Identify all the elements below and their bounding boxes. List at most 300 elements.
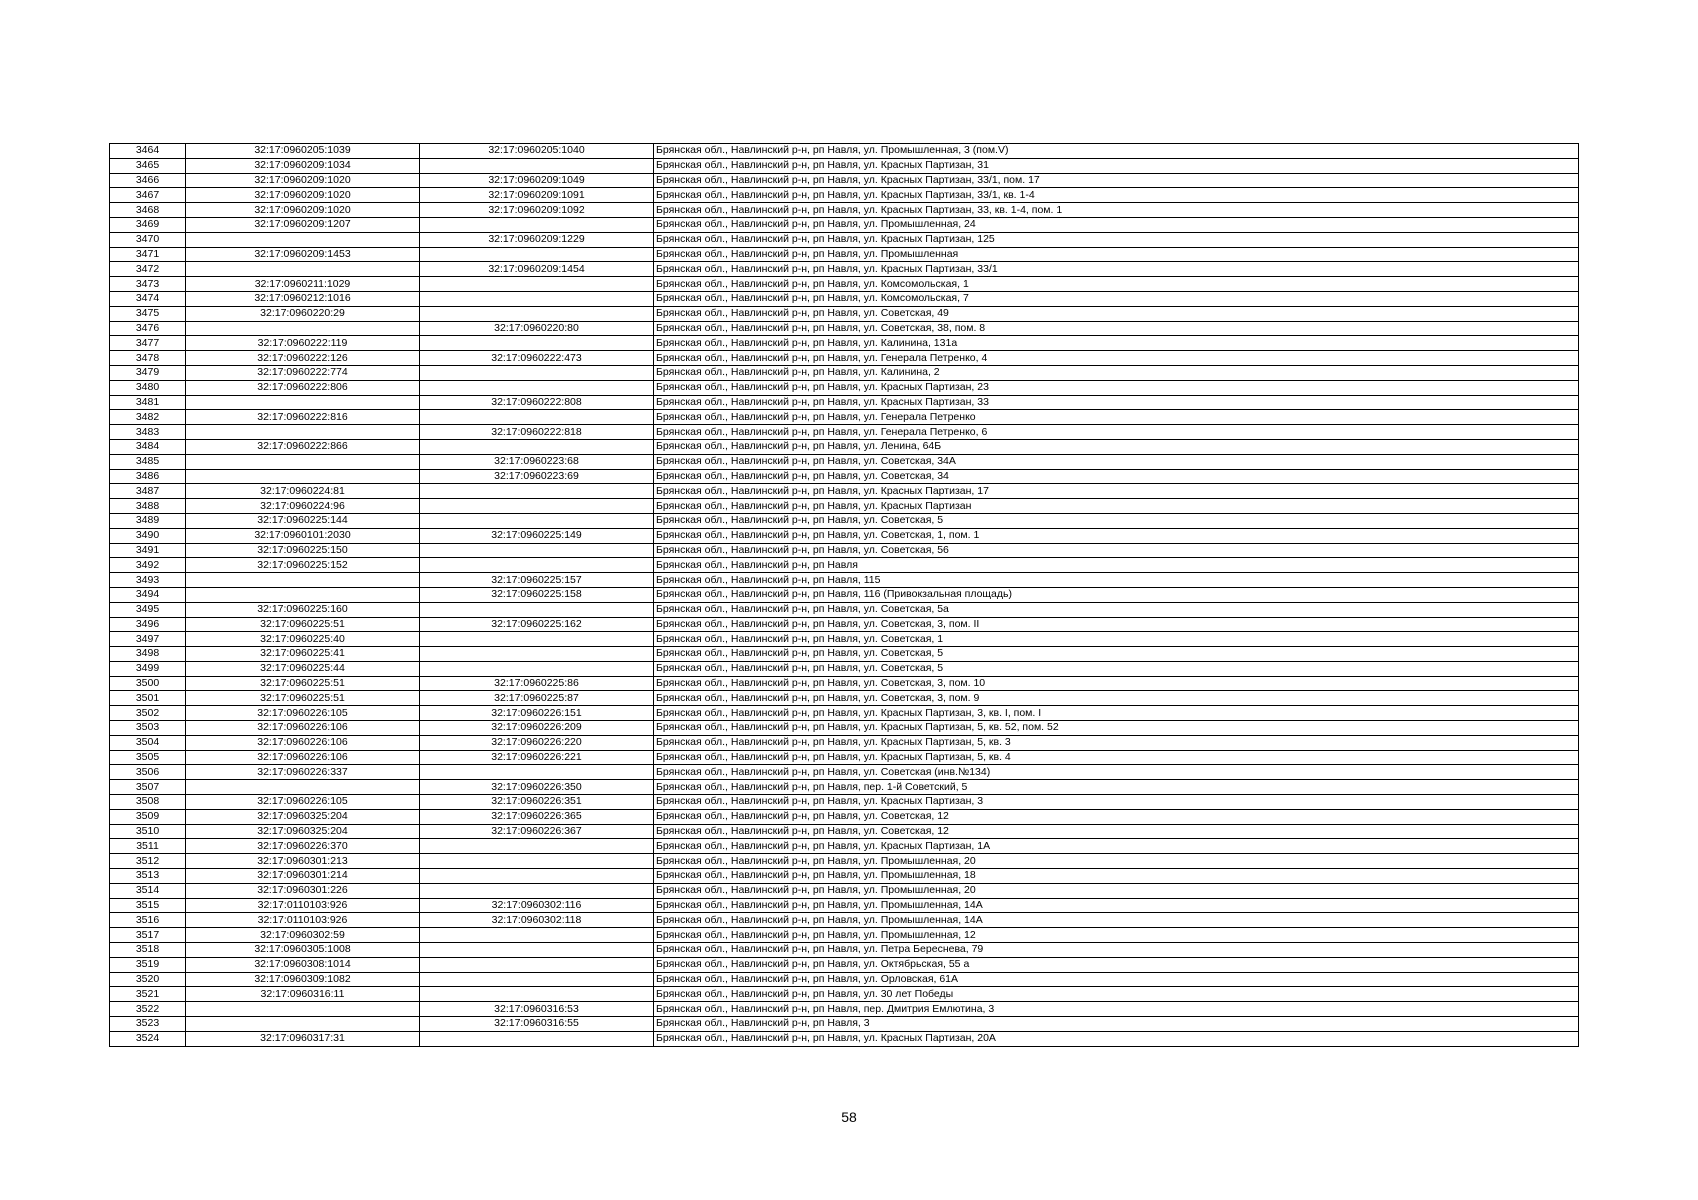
cadastral-number-cell: 32:17:0960209:1034	[186, 158, 420, 173]
related-cadastral-number-cell: 32:17:0960316:53	[420, 1002, 654, 1017]
table-row	[110, 691, 1579, 706]
cadastral-number-cell: 32:17:0960225:51	[186, 617, 420, 632]
address-cell: Брянская обл., Навлинский р-н, рп Навля, ул. 30 лет Победы	[654, 987, 1579, 1002]
cadastral-number-cell: 32:17:0960225:144	[186, 513, 420, 528]
address-cell: Брянская обл., Навлинский р-н, рп Навля, ул. Красных Партизан, 20А	[654, 1031, 1579, 1046]
row-number-cell: 3501	[110, 691, 186, 706]
address-cell: Брянская обл., Навлинский р-н, рп Навля, 3	[654, 1017, 1579, 1032]
row-number-cell: 3490	[110, 528, 186, 543]
cadastral-number-cell: 32:17:0960222:774	[186, 365, 420, 380]
table-row	[110, 173, 1579, 188]
table-row	[110, 913, 1579, 928]
related-cadastral-number-cell	[420, 765, 654, 780]
address-cell: Брянская обл., Навлинский р-н, рп Навля, ул. Октябрьская, 55 а	[654, 957, 1579, 972]
table-row	[110, 661, 1579, 676]
table-row	[110, 291, 1579, 306]
related-cadastral-number-cell	[420, 558, 654, 573]
cadastral-number-cell: 32:17:0960222:816	[186, 410, 420, 425]
table-row	[110, 543, 1579, 558]
related-cadastral-number-cell: 32:17:0960223:69	[420, 469, 654, 484]
cadastral-number-cell: 32:17:0960308:1014	[186, 957, 420, 972]
cadastral-number-cell: 32:17:0960316:11	[186, 987, 420, 1002]
related-cadastral-number-cell	[420, 336, 654, 351]
related-cadastral-number-cell: 32:17:0960302:118	[420, 913, 654, 928]
related-cadastral-number-cell: 32:17:0960225:158	[420, 587, 654, 602]
table-row	[110, 735, 1579, 750]
table-row	[110, 602, 1579, 617]
related-cadastral-number-cell: 32:17:0960226:367	[420, 824, 654, 839]
table-row	[110, 203, 1579, 218]
related-cadastral-number-cell: 32:17:0960226:365	[420, 809, 654, 824]
table-row	[110, 395, 1579, 410]
cadastral-number-cell: 32:17:0960226:105	[186, 706, 420, 721]
related-cadastral-number-cell: 32:17:0960226:351	[420, 795, 654, 810]
address-cell: Брянская обл., Навлинский р-н, рп Навля, ул. Советская, 1	[654, 632, 1579, 647]
related-cadastral-number-cell	[420, 869, 654, 884]
row-number-cell: 3492	[110, 558, 186, 573]
address-cell: Брянская обл., Навлинский р-н, рп Навля, ул. Генерала Петренко	[654, 410, 1579, 425]
address-cell: Брянская обл., Навлинский р-н, рп Навля, ул. Комсомольская, 1	[654, 277, 1579, 292]
cadastral-number-cell: 32:17:0960317:31	[186, 1031, 420, 1046]
related-cadastral-number-cell	[420, 632, 654, 647]
related-cadastral-number-cell: 32:17:0960225:162	[420, 617, 654, 632]
row-number-cell: 3495	[110, 602, 186, 617]
table-row	[110, 158, 1579, 173]
address-cell: Брянская обл., Навлинский р-н, рп Навля, ул. Промышленная, 14А	[654, 898, 1579, 913]
row-number-cell: 3466	[110, 173, 186, 188]
cadastral-number-cell: 32:17:0960211:1029	[186, 277, 420, 292]
row-number-cell: 3484	[110, 439, 186, 454]
address-cell: Брянская обл., Навлинский р-н, рп Навля, ул. Красных Партизан, 5, кв. 3	[654, 735, 1579, 750]
table-row	[110, 721, 1579, 736]
table-row	[110, 217, 1579, 232]
cadastral-number-cell: 32:17:0960225:152	[186, 558, 420, 573]
address-cell: Брянская обл., Навлинский р-н, рп Навля, ул. Советская, 5	[654, 513, 1579, 528]
table-row	[110, 928, 1579, 943]
address-cell: Брянская обл., Навлинский р-н, рп Навля, ул. Промышленная, 14А	[654, 913, 1579, 928]
row-number-cell: 3487	[110, 484, 186, 499]
cadastral-number-cell: 32:17:0960226:105	[186, 795, 420, 810]
row-number-cell: 3465	[110, 158, 186, 173]
row-number-cell: 3508	[110, 795, 186, 810]
address-cell: Брянская обл., Навлинский р-н, рп Навля, ул. Советская (инв.№134)	[654, 765, 1579, 780]
cadastral-number-cell: 32:17:0960222:866	[186, 439, 420, 454]
table-row	[110, 144, 1579, 159]
address-cell: Брянская обл., Навлинский р-н, рп Навля, ул. Советская, 12	[654, 824, 1579, 839]
related-cadastral-number-cell: 32:17:0960225:87	[420, 691, 654, 706]
row-number-cell: 3470	[110, 232, 186, 247]
cadastral-number-cell: 32:17:0960225:160	[186, 602, 420, 617]
table-row	[110, 558, 1579, 573]
row-number-cell: 3517	[110, 928, 186, 943]
cadastral-number-cell: 32:17:0960302:59	[186, 928, 420, 943]
address-cell: Брянская обл., Навлинский р-н, рп Навля, ул. Генерала Петренко, 6	[654, 425, 1579, 440]
table-row	[110, 232, 1579, 247]
related-cadastral-number-cell: 32:17:0960225:149	[420, 528, 654, 543]
cadastral-number-cell: 32:17:0960209:1020	[186, 203, 420, 218]
related-cadastral-number-cell	[420, 883, 654, 898]
table-row	[110, 647, 1579, 662]
row-number-cell: 3520	[110, 972, 186, 987]
row-number-cell: 3480	[110, 380, 186, 395]
related-cadastral-number-cell	[420, 380, 654, 395]
related-cadastral-number-cell	[420, 928, 654, 943]
address-cell: Брянская обл., Навлинский р-н, рп Навля, ул. Красных Партизан, 33	[654, 395, 1579, 410]
cadastral-number-cell: 32:17:0960309:1082	[186, 972, 420, 987]
related-cadastral-number-cell: 32:17:0960223:68	[420, 454, 654, 469]
address-cell: Брянская обл., Навлинский р-н, рп Навля, ул. Генерала Петренко, 4	[654, 351, 1579, 366]
cadastral-number-cell	[186, 780, 420, 795]
address-cell: Брянская обл., Навлинский р-н, рп Навля, ул. Красных Партизан, 31	[654, 158, 1579, 173]
table-row	[110, 676, 1579, 691]
table-row	[110, 617, 1579, 632]
table-row	[110, 277, 1579, 292]
cadastral-number-cell: 32:17:0960209:1453	[186, 247, 420, 262]
address-cell: Брянская обл., Навлинский р-н, рп Навля, ул. Красных Партизан, 33/1, кв. 1-4	[654, 188, 1579, 203]
row-number-cell: 3518	[110, 943, 186, 958]
row-number-cell: 3498	[110, 647, 186, 662]
table-row	[110, 499, 1579, 514]
cadastral-number-cell: 32:17:0960225:44	[186, 661, 420, 676]
table-row	[110, 188, 1579, 203]
row-number-cell: 3507	[110, 780, 186, 795]
cadastral-number-cell: 32:17:0960225:41	[186, 647, 420, 662]
row-number-cell: 3473	[110, 277, 186, 292]
row-number-cell: 3468	[110, 203, 186, 218]
cadastral-number-cell: 32:17:0960226:106	[186, 750, 420, 765]
address-cell: Брянская обл., Навлинский р-н, рп Навля, ул. Красных Партизан	[654, 499, 1579, 514]
cadastral-number-cell: 32:17:0960225:150	[186, 543, 420, 558]
table-row	[110, 513, 1579, 528]
cadastral-number-cell: 32:17:0960226:106	[186, 721, 420, 736]
related-cadastral-number-cell: 32:17:0960220:80	[420, 321, 654, 336]
cadastral-number-cell: 32:17:0960301:214	[186, 869, 420, 884]
row-number-cell: 3471	[110, 247, 186, 262]
address-cell: Брянская обл., Навлинский р-н, рп Навля	[654, 558, 1579, 573]
related-cadastral-number-cell	[420, 513, 654, 528]
cadastral-number-cell: 32:17:0960226:370	[186, 839, 420, 854]
cadastral-number-cell: 32:17:0960225:51	[186, 691, 420, 706]
address-cell: Брянская обл., Навлинский р-н, рп Навля, ул. Советская, 3, пом. 9	[654, 691, 1579, 706]
cadastral-number-cell: 32:17:0960209:1207	[186, 217, 420, 232]
table-row	[110, 809, 1579, 824]
table-row	[110, 795, 1579, 810]
cadastral-number-cell: 32:17:0960225:51	[186, 676, 420, 691]
table-row	[110, 824, 1579, 839]
related-cadastral-number-cell: 32:17:0960222:808	[420, 395, 654, 410]
table-row	[110, 632, 1579, 647]
table-row	[110, 957, 1579, 972]
row-number-cell: 3494	[110, 587, 186, 602]
row-number-cell: 3521	[110, 987, 186, 1002]
row-number-cell: 3515	[110, 898, 186, 913]
table-row	[110, 765, 1579, 780]
address-cell: Брянская обл., Навлинский р-н, рп Навля, пер. 1-й Советский, 5	[654, 780, 1579, 795]
row-number-cell: 3481	[110, 395, 186, 410]
cadastral-number-cell: 32:17:0960225:40	[186, 632, 420, 647]
table-row	[110, 869, 1579, 884]
related-cadastral-number-cell	[420, 484, 654, 499]
table-row	[110, 1002, 1579, 1017]
table-row	[110, 943, 1579, 958]
table-row	[110, 750, 1579, 765]
cadastral-number-cell: 32:17:0960101:2030	[186, 528, 420, 543]
table-row	[110, 380, 1579, 395]
address-cell: Брянская обл., Навлинский р-н, рп Навля, ул. Промышленная, 3 (пом.V)	[654, 144, 1579, 159]
table-row	[110, 780, 1579, 795]
table-row	[110, 247, 1579, 262]
address-cell: Брянская обл., Навлинский р-н, рп Навля, ул. Промышленная, 20	[654, 854, 1579, 869]
address-cell: Брянская обл., Навлинский р-н, рп Навля, ул. Красных Партизан, 33/1, пом. 17	[654, 173, 1579, 188]
table-row	[110, 454, 1579, 469]
address-cell: Брянская обл., Навлинский р-н, рп Навля, ул. Красных Партизан, 5, кв. 52, пом. 52	[654, 721, 1579, 736]
row-number-cell: 3475	[110, 306, 186, 321]
address-cell: Брянская обл., Навлинский р-н, рп Навля, ул. Красных Партизан, 17	[654, 484, 1579, 499]
related-cadastral-number-cell	[420, 158, 654, 173]
related-cadastral-number-cell	[420, 543, 654, 558]
related-cadastral-number-cell	[420, 854, 654, 869]
cadastral-number-cell: 32:17:0960209:1020	[186, 173, 420, 188]
related-cadastral-number-cell: 32:17:0960225:157	[420, 573, 654, 588]
related-cadastral-number-cell	[420, 439, 654, 454]
cadastral-number-cell	[186, 469, 420, 484]
address-cell: Брянская обл., Навлинский р-н, рп Навля, ул. Промышленная, 20	[654, 883, 1579, 898]
row-number-cell: 3489	[110, 513, 186, 528]
related-cadastral-number-cell: 32:17:0960226:209	[420, 721, 654, 736]
cadastral-number-cell: 32:17:0960301:213	[186, 854, 420, 869]
related-cadastral-number-cell	[420, 839, 654, 854]
address-cell: Брянская обл., Навлинский р-н, рп Навля, ул. Красных Партизан, 33, кв. 1-4, пом. 1	[654, 203, 1579, 218]
related-cadastral-number-cell: 32:17:0960209:1092	[420, 203, 654, 218]
table-row	[110, 1031, 1579, 1046]
row-number-cell: 3500	[110, 676, 186, 691]
cadastral-number-cell	[186, 395, 420, 410]
table-row	[110, 706, 1579, 721]
row-number-cell: 3523	[110, 1017, 186, 1032]
table-row	[110, 839, 1579, 854]
cadastral-number-cell: 32:17:0960226:106	[186, 735, 420, 750]
related-cadastral-number-cell: 32:17:0960209:1229	[420, 232, 654, 247]
address-cell: Брянская обл., Навлинский р-н, рп Навля, ул. Советская, 49	[654, 306, 1579, 321]
related-cadastral-number-cell: 32:17:0960209:1049	[420, 173, 654, 188]
cadastral-number-cell: 32:17:0960209:1020	[186, 188, 420, 203]
address-cell: Брянская обл., Навлинский р-н, рп Навля, ул. Советская, 5	[654, 647, 1579, 662]
row-number-cell: 3486	[110, 469, 186, 484]
table-row	[110, 351, 1579, 366]
row-number-cell: 3477	[110, 336, 186, 351]
related-cadastral-number-cell	[420, 987, 654, 1002]
cadastral-number-cell	[186, 454, 420, 469]
row-number-cell: 3497	[110, 632, 186, 647]
address-cell: Брянская обл., Навлинский р-н, рп Навля, ул. Советская, 3, пом. 10	[654, 676, 1579, 691]
related-cadastral-number-cell	[420, 277, 654, 292]
cadastral-number-cell: 32:17:0110103:926	[186, 913, 420, 928]
table-row	[110, 439, 1579, 454]
table-row	[110, 528, 1579, 543]
address-cell: Брянская обл., Навлинский р-н, рп Навля, ул. Красных Партизан, 125	[654, 232, 1579, 247]
row-number-cell: 3482	[110, 410, 186, 425]
address-cell: Брянская обл., Навлинский р-н, рп Навля, ул. Советская, 1, пом. 1	[654, 528, 1579, 543]
address-cell: Брянская обл., Навлинский р-н, рп Навля, ул. Советская, 38, пом. 8	[654, 321, 1579, 336]
table-row	[110, 469, 1579, 484]
address-cell: Брянская обл., Навлинский р-н, рп Навля, ул. Советская, 56	[654, 543, 1579, 558]
related-cadastral-number-cell	[420, 1031, 654, 1046]
row-number-cell: 3510	[110, 824, 186, 839]
row-number-cell: 3493	[110, 573, 186, 588]
cadastral-number-cell: 32:17:0960325:204	[186, 809, 420, 824]
cadastral-number-cell: 32:17:0960212:1016	[186, 291, 420, 306]
row-number-cell: 3512	[110, 854, 186, 869]
related-cadastral-number-cell: 32:17:0960222:818	[420, 425, 654, 440]
row-number-cell: 3514	[110, 883, 186, 898]
table-row	[110, 484, 1579, 499]
property-table	[109, 143, 1579, 1047]
cadastral-number-cell: 32:17:0960226:337	[186, 765, 420, 780]
row-number-cell: 3504	[110, 735, 186, 750]
address-cell: Брянская обл., Навлинский р-н, рп Навля, ул. Советская, 34А	[654, 454, 1579, 469]
related-cadastral-number-cell: 32:17:0960226:350	[420, 780, 654, 795]
related-cadastral-number-cell	[420, 972, 654, 987]
address-cell: Брянская обл., Навлинский р-н, рп Навля, ул. Промышленная, 12	[654, 928, 1579, 943]
related-cadastral-number-cell	[420, 291, 654, 306]
related-cadastral-number-cell	[420, 217, 654, 232]
table-row	[110, 1017, 1579, 1032]
address-cell: Брянская обл., Навлинский р-н, рп Навля, ул. Красных Партизан, 23	[654, 380, 1579, 395]
row-number-cell: 3522	[110, 1002, 186, 1017]
row-number-cell: 3478	[110, 351, 186, 366]
cadastral-number-cell	[186, 321, 420, 336]
cadastral-number-cell	[186, 232, 420, 247]
related-cadastral-number-cell: 32:17:0960205:1040	[420, 144, 654, 159]
row-number-cell: 3511	[110, 839, 186, 854]
row-number-cell: 3491	[110, 543, 186, 558]
related-cadastral-number-cell: 32:17:0960209:1454	[420, 262, 654, 277]
cadastral-number-cell: 32:17:0960222:126	[186, 351, 420, 366]
address-cell: Брянская обл., Навлинский р-н, рп Навля, ул. Красных Партизан, 5, кв. 4	[654, 750, 1579, 765]
row-number-cell: 3499	[110, 661, 186, 676]
related-cadastral-number-cell: 32:17:0960226:151	[420, 706, 654, 721]
cadastral-number-cell: 32:17:0960222:119	[186, 336, 420, 351]
row-number-cell: 3513	[110, 869, 186, 884]
table-row	[110, 321, 1579, 336]
related-cadastral-number-cell: 32:17:0960209:1091	[420, 188, 654, 203]
address-cell: Брянская обл., Навлинский р-н, рп Навля, пер. Дмитрия Емлютина, 3	[654, 1002, 1579, 1017]
address-cell: Брянская обл., Навлинский р-н, рп Навля, ул. Красных Партизан, 3	[654, 795, 1579, 810]
row-number-cell: 3472	[110, 262, 186, 277]
address-cell: Брянская обл., Навлинский р-н, рп Навля, ул. Промышленная, 24	[654, 217, 1579, 232]
row-number-cell: 3519	[110, 957, 186, 972]
table-row	[110, 972, 1579, 987]
cadastral-number-cell: 32:17:0960224:81	[186, 484, 420, 499]
cadastral-number-cell: 32:17:0960224:96	[186, 499, 420, 514]
address-cell: Брянская обл., Навлинский р-н, рп Навля, ул. Калинина, 131а	[654, 336, 1579, 351]
related-cadastral-number-cell	[420, 647, 654, 662]
cadastral-number-cell	[186, 262, 420, 277]
table-row	[110, 587, 1579, 602]
table-row	[110, 410, 1579, 425]
table-row	[110, 365, 1579, 380]
row-number-cell: 3496	[110, 617, 186, 632]
table-body	[110, 144, 1579, 1047]
related-cadastral-number-cell	[420, 943, 654, 958]
table-row	[110, 336, 1579, 351]
cadastral-number-cell: 32:17:0960222:806	[186, 380, 420, 395]
address-cell: Брянская обл., Навлинский р-н, рп Навля, ул. Красных Партизан, 3, кв. I, пом. I	[654, 706, 1579, 721]
row-number-cell: 3469	[110, 217, 186, 232]
related-cadastral-number-cell	[420, 602, 654, 617]
address-cell: Брянская обл., Навлинский р-н, рп Навля, ул. Промышленная	[654, 247, 1579, 262]
address-cell: Брянская обл., Навлинский р-н, рп Навля, ул. Орловская, 61А	[654, 972, 1579, 987]
cadastral-number-cell: 32:17:0960305:1008	[186, 943, 420, 958]
related-cadastral-number-cell: 32:17:0960222:473	[420, 351, 654, 366]
cadastral-number-cell: 32:17:0960205:1039	[186, 144, 420, 159]
row-number-cell: 3502	[110, 706, 186, 721]
cadastral-number-cell	[186, 1002, 420, 1017]
related-cadastral-number-cell	[420, 499, 654, 514]
row-number-cell: 3467	[110, 188, 186, 203]
row-number-cell: 3474	[110, 291, 186, 306]
cadastral-number-cell	[186, 425, 420, 440]
row-number-cell: 3479	[110, 365, 186, 380]
row-number-cell: 3503	[110, 721, 186, 736]
table-row	[110, 425, 1579, 440]
row-number-cell: 3516	[110, 913, 186, 928]
cadastral-number-cell: 32:17:0960220:29	[186, 306, 420, 321]
address-cell: Брянская обл., Навлинский р-н, рп Навля, ул. Советская, 5а	[654, 602, 1579, 617]
table-row	[110, 883, 1579, 898]
table-row	[110, 854, 1579, 869]
row-number-cell: 3524	[110, 1031, 186, 1046]
address-cell: Брянская обл., Навлинский р-н, рп Навля, ул. Комсомольская, 7	[654, 291, 1579, 306]
address-cell: Брянская обл., Навлинский р-н, рп Навля, ул. Советская, 5	[654, 661, 1579, 676]
related-cadastral-number-cell	[420, 247, 654, 262]
table-row	[110, 987, 1579, 1002]
address-cell: Брянская обл., Навлинский р-н, рп Навля, ул. Промышленная, 18	[654, 869, 1579, 884]
table-row	[110, 573, 1579, 588]
related-cadastral-number-cell: 32:17:0960302:116	[420, 898, 654, 913]
row-number-cell: 3488	[110, 499, 186, 514]
related-cadastral-number-cell	[420, 957, 654, 972]
address-cell: Брянская обл., Навлинский р-н, рп Навля, ул. Петра Береснева, 79	[654, 943, 1579, 958]
row-number-cell: 3509	[110, 809, 186, 824]
related-cadastral-number-cell	[420, 661, 654, 676]
row-number-cell: 3506	[110, 765, 186, 780]
table-row	[110, 262, 1579, 277]
row-number-cell: 3485	[110, 454, 186, 469]
cadastral-number-cell: 32:17:0110103:926	[186, 898, 420, 913]
address-cell: Брянская обл., Навлинский р-н, рп Навля, ул. Калинина, 2	[654, 365, 1579, 380]
address-cell: Брянская обл., Навлинский р-н, рп Навля, ул. Ленина, 64Б	[654, 439, 1579, 454]
address-cell: Брянская обл., Навлинский р-н, рп Навля, ул. Красных Партизан, 33/1	[654, 262, 1579, 277]
related-cadastral-number-cell: 32:17:0960316:55	[420, 1017, 654, 1032]
cadastral-number-cell	[186, 1017, 420, 1032]
related-cadastral-number-cell	[420, 410, 654, 425]
row-number-cell: 3505	[110, 750, 186, 765]
address-cell: Брянская обл., Навлинский р-н, рп Навля, ул. Советская, 3, пом. II	[654, 617, 1579, 632]
cadastral-number-cell: 32:17:0960325:204	[186, 824, 420, 839]
table-row	[110, 898, 1579, 913]
related-cadastral-number-cell	[420, 365, 654, 380]
address-cell: Брянская обл., Навлинский р-н, рп Навля, ул. Красных Партизан, 1А	[654, 839, 1579, 854]
page-number: 58	[841, 1109, 857, 1125]
cadastral-number-cell	[186, 573, 420, 588]
row-number-cell: 3483	[110, 425, 186, 440]
cadastral-number-cell: 32:17:0960301:226	[186, 883, 420, 898]
address-cell: Брянская обл., Навлинский р-н, рп Навля, ул. Советская, 12	[654, 809, 1579, 824]
cadastral-number-cell	[186, 587, 420, 602]
row-number-cell: 3464	[110, 144, 186, 159]
related-cadastral-number-cell: 32:17:0960225:86	[420, 676, 654, 691]
